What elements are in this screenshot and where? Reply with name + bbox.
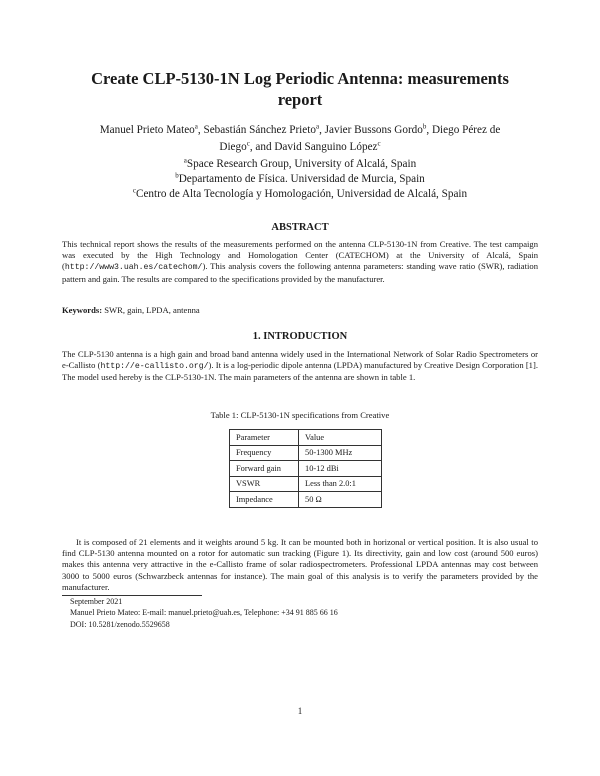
abstract-text (62, 239, 538, 285)
paper-title (50, 68, 550, 110)
keywords (62, 305, 200, 315)
affiliation-mark: b (175, 171, 179, 180)
table-cell: 50 Ω (299, 492, 382, 508)
footnote (70, 596, 338, 630)
intro-text: . (413, 372, 416, 383)
ecallisto-link[interactable]: http://e-callisto.org/ (100, 362, 209, 372)
author-2-affil: a (315, 122, 320, 131)
author-list (62, 122, 538, 156)
abstract-heading: ABSTRACT (271, 222, 329, 233)
intro-text: ). It is a log-periodic dipole antenna (LPDA) manufactured by Creative Design Corporation (208, 360, 526, 371)
affiliation-mark: c (132, 186, 136, 195)
keywords-text: SWR, gain, LPDA, antenna (104, 305, 200, 315)
affiliation-c (62, 187, 538, 202)
footnote-date: September 2021 (70, 597, 123, 606)
abstract-part: ). This analysis covers the following antenna parameters: standing wave ratio (SWR), radiation pattern and gain. The results are compared to the specifications provided by the manufacturer. (62, 261, 538, 284)
intro-text: The CLP-5130 antenna is a high gain and broad band antenna widely used in the International Network of Solar Radio Spectrometers or e-Callisto ( (62, 349, 538, 371)
footnote-contact: Manuel Prieto Mateo: E-mail: manuel.prieto@uah.es, Telephone: +34 91 885 66 16 (70, 608, 338, 618)
table-row (230, 461, 382, 477)
author-3: Javier Bussons Gordo (324, 124, 423, 136)
table-cell: 50-1300 MHz (299, 445, 382, 461)
affiliation-text: Departamento de Física. Universidad de Murcia, Spain (178, 173, 425, 185)
footnote-doi: DOI: 10.5281/zenodo.5529658 (70, 619, 170, 629)
table-cell: Frequency (230, 445, 299, 461)
title-line-1: Create CLP-5130-1N Log Periodic Antenna: measurements (91, 69, 509, 88)
keywords-label: Keywords: (62, 305, 103, 315)
intro-text: It is composed of 21 elements and it weights around 5 kg. It can be mounted both in horizonal or vertical position. It is also usual to find CLP-5130 antenna mounted on a rotor for automatic sun tracking (Figure (62, 537, 538, 559)
author-5-affil: c (377, 139, 381, 148)
affiliation-a (62, 157, 538, 172)
table-cell: VSWR (230, 476, 299, 492)
intro-text: ). Its directivity, gain and low cost (around 500 euros) makes this antenna very attractive in the e-Callisto frame of solar radiospectrometers. Professional LPDA antennas may cost between 3000 to 5000 euros (Schwarzbeck antennas for instance). The main goal of this analysis is to verify the parameters provided by the manufacturer. (62, 548, 538, 592)
table-row (230, 445, 382, 461)
abstract-part: This technical report shows the results of the measurements performed on the antenna CLP-5130-1N from Creative. The test campaign was executed by the High Technology and Homologation Center (CATECHOM) at the University of Alcalá, Spain ( (62, 239, 538, 272)
author-3-affil: b (422, 122, 427, 131)
author-1-affil: a (194, 122, 198, 131)
affiliation-list (62, 157, 538, 202)
title-line-2: report (277, 90, 323, 109)
author-line-2: Diego$^c$, and David Sanguino López$^c$ (219, 139, 381, 153)
table-row (230, 492, 382, 508)
table-cell: Less than 2.0:1 (299, 476, 382, 492)
table-ref-link[interactable]: 1 (408, 372, 414, 383)
author-line-1: Manuel Prieto Mateo$^a$, Sebastián Sánchez Prieto$^a$, Javier Bussons Gordo$^b$, Diego Pérez de (99, 122, 501, 136)
introduction-heading: 1. INTRODUCTION (252, 331, 348, 342)
table-caption: Table 1: CLP-5130-1N specifications from Creative (210, 410, 390, 420)
affiliation-b (62, 172, 538, 187)
author-4-cont: Diego (219, 141, 247, 153)
author-1: Manuel Prieto Mateo (99, 124, 195, 136)
table-cell: Forward gain (230, 461, 299, 477)
spec-table (229, 429, 382, 508)
page-number: 1 (297, 706, 303, 716)
intro-paragraph-1 (62, 349, 538, 384)
table-cell: Parameter (230, 430, 299, 446)
citation-link[interactable]: [1] (525, 360, 536, 371)
table-row (230, 430, 382, 446)
catechom-link[interactable]: http://www3.uah.es/catechom/ (64, 263, 203, 273)
author-4-affil: c (246, 139, 250, 148)
intro-paragraph-2 (62, 537, 538, 593)
table-cell: Value (299, 430, 382, 446)
table-cell: Impedance (230, 492, 299, 508)
affiliation-mark: a (183, 156, 187, 165)
author-5: and David Sanguino López (255, 141, 378, 153)
figure-ref-link[interactable]: 1 (341, 548, 347, 559)
author-2: Sebastián Sánchez Prieto (203, 124, 316, 136)
affiliation-text: Space Research Group, University of Alcalá, Spain (186, 158, 417, 170)
table-row (230, 476, 382, 492)
intro-text: . The model used hereby is the CLP-5130-1N. The main parameters of the antenna are shown in table (62, 360, 538, 383)
affiliation-text: Centro de Alta Tecnología y Homologación, Universidad de Alcalá, Spain (135, 188, 468, 200)
author-4: Diego Pérez de (431, 124, 501, 136)
table-cell: 10-12 dBi (299, 461, 382, 477)
